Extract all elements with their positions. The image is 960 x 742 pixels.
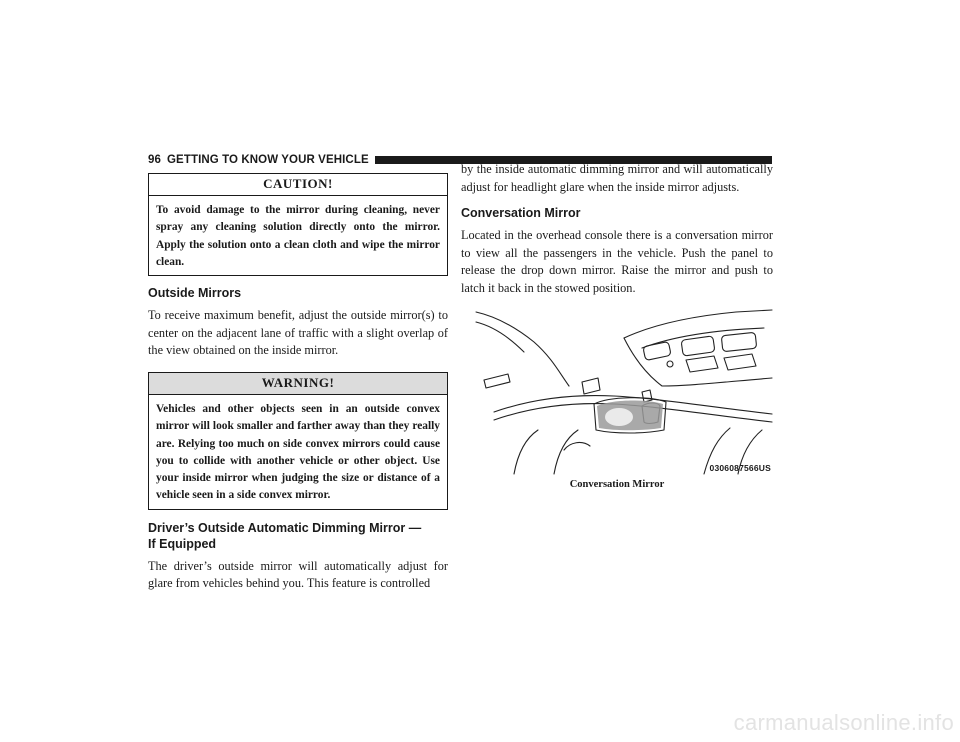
- caution-text: To avoid damage to the mirror during cleaning, never spray any cleaning solution directly onto the mirror. Apply the solution onto a clean cloth and wipe the mirror clean.: [156, 204, 440, 268]
- conversation-mirror-figure: [474, 302, 774, 476]
- section-title: GETTING TO KNOW YOUR VEHICLE: [167, 154, 369, 166]
- conversation-mirror-heading: Conversation Mirror: [461, 206, 581, 221]
- overhead-console-illustration-icon: [474, 302, 774, 476]
- conversation-mirror-text: Located in the overhead console there is a conversation mirror to view all the passengers in the vehicle. Push the panel to release the drop down mirror. Raise the mirror and push to latch it back in the stowed position.: [461, 228, 773, 295]
- caution-box: [148, 173, 448, 276]
- auto-dimming-heading-line2: If Equipped: [148, 536, 217, 551]
- continued-text: by the inside automatic dimming mirror and will automatically adjust for headlight glare when the inside mirror adjusts.: [461, 162, 773, 194]
- figure-id: 0306087566US: [709, 462, 771, 473]
- auto-dimming-heading-line1: Driver’s Outside Automatic Dimming Mirror —: [148, 520, 422, 535]
- caution-heading: CAUTION!: [149, 174, 447, 196]
- page-number: 96: [148, 154, 161, 166]
- warning-text: Vehicles and other objects seen in an outside convex mirror will look smaller and farther away than they really are. Relying too much on side convex mirrors could cause you to collide with another vehicle or other object. Use your inside mirror when judging the size or distance of a vehicle seen in a side convex mirror.: [156, 402, 440, 502]
- outside-mirrors-text: To receive maximum benefit, adjust the outside mirror(s) to center on the adjacent lane of traffic with a slight overlap of the view obtained on the inside mirror.: [148, 308, 448, 358]
- auto-dimming-heading: [148, 520, 448, 552]
- warning-box: [148, 372, 448, 510]
- left-column: [148, 173, 448, 593]
- auto-dimming-text: The driver’s outside mirror will automatically adjust for glare from vehicles behind you. This feature is controlled: [148, 558, 448, 591]
- warning-heading: WARNING!: [149, 373, 447, 395]
- right-column: [461, 161, 773, 490]
- figure-caption: Conversation Mirror: [569, 478, 665, 490]
- outside-mirrors-heading: Outside Mirrors: [148, 286, 242, 301]
- watermark: carmanualsonline.info: [733, 710, 954, 735]
